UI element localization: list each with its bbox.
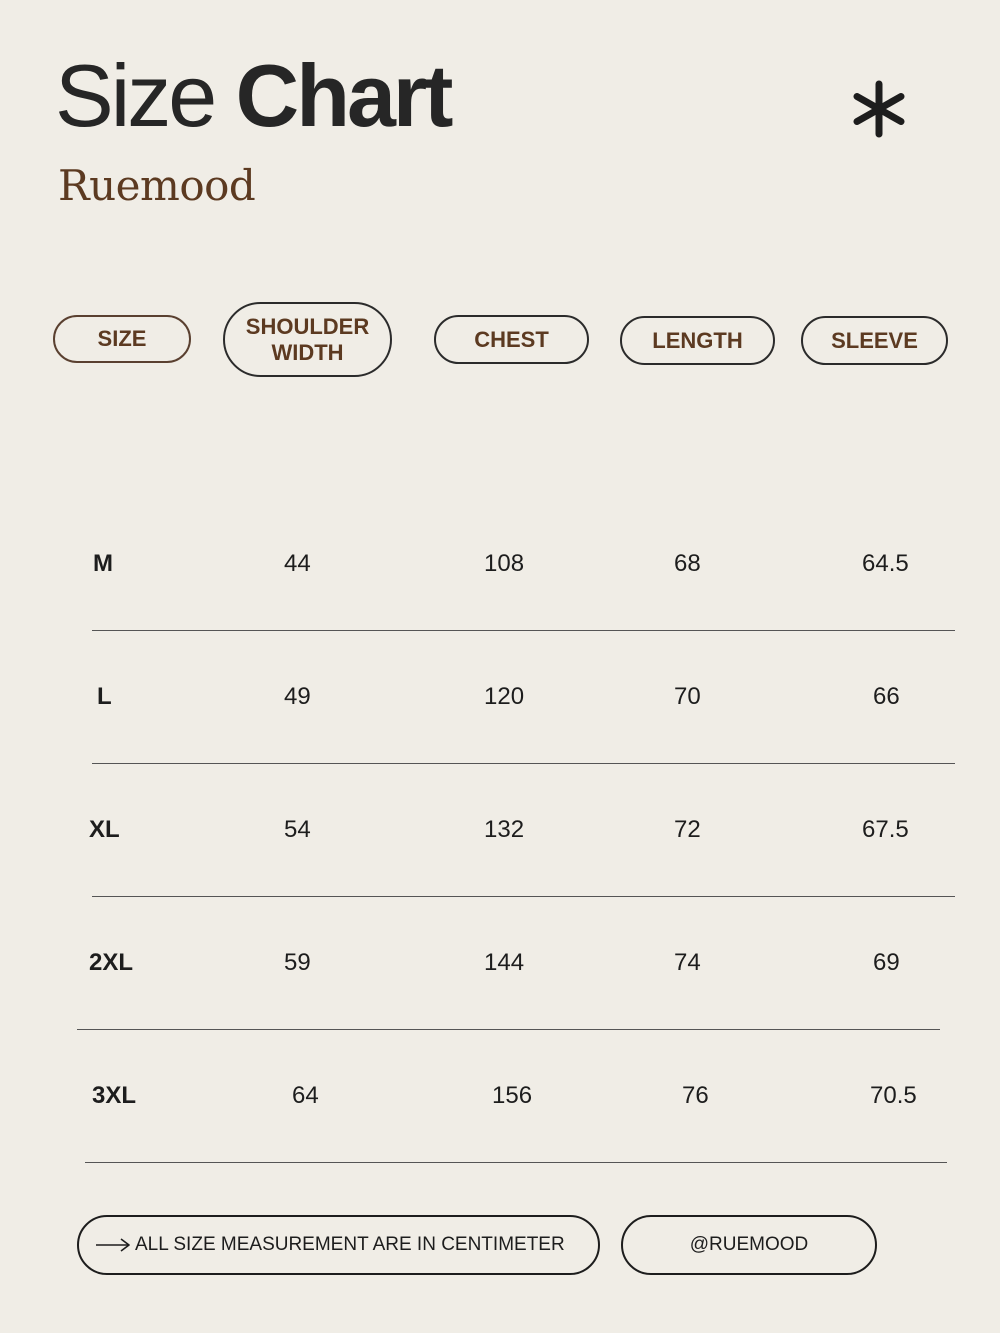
length-cell: 76 <box>682 1082 709 1109</box>
row-divider <box>85 1162 947 1163</box>
brand-name: Ruemood <box>58 161 256 210</box>
column-header-label: SLEEVE <box>831 327 918 353</box>
title-light: Size <box>55 46 215 145</box>
sleeve-cell: 69 <box>873 949 900 976</box>
row-divider <box>92 896 955 897</box>
column-header-shoulder-width <box>223 302 392 377</box>
size-cell: XL <box>89 816 120 843</box>
page-title <box>55 46 451 145</box>
column-header-label: LENGTH <box>652 327 743 353</box>
column-header-label: SHOULDER <box>245 313 370 339</box>
sleeve-cell: 70.5 <box>870 1082 917 1109</box>
shoulder-cell: 59 <box>284 949 311 976</box>
shoulder-cell: 49 <box>284 683 311 710</box>
column-header-label: WIDTH <box>271 339 344 365</box>
length-cell: 68 <box>674 550 701 577</box>
row-divider <box>92 763 955 764</box>
column-header-sleeve <box>801 316 948 365</box>
row-divider <box>92 630 955 631</box>
length-cell: 72 <box>674 816 701 843</box>
social-handle <box>621 1215 877 1275</box>
length-cell: 74 <box>674 949 701 976</box>
shoulder-cell: 54 <box>284 816 311 843</box>
column-header-size <box>53 315 191 363</box>
row-divider <box>77 1029 940 1030</box>
size-cell: M <box>93 550 113 577</box>
size-cell: L <box>97 683 112 710</box>
measurement-note-text: ALL SIZE MEASUREMENT ARE IN CENTIMETER <box>135 1234 565 1255</box>
social-handle-text: @RUEMOOD <box>689 1234 809 1255</box>
arrow-right-icon <box>95 1238 131 1252</box>
column-header-length <box>620 316 775 365</box>
chest-cell: 120 <box>484 683 525 710</box>
shoulder-cell: 64 <box>292 1082 319 1109</box>
sleeve-cell: 66 <box>873 683 900 710</box>
title-bold: Chart <box>235 46 451 145</box>
size-cell: 3XL <box>92 1082 137 1109</box>
column-header-label: CHEST <box>474 326 549 352</box>
asterisk-icon <box>848 78 910 140</box>
chest-cell: 108 <box>484 550 525 577</box>
length-cell: 70 <box>674 683 701 710</box>
chest-cell: 132 <box>484 816 525 843</box>
column-header-chest <box>434 315 589 364</box>
sleeve-cell: 67.5 <box>862 816 909 843</box>
size-cell: 2XL <box>89 949 134 976</box>
chest-cell: 156 <box>492 1082 533 1109</box>
chest-cell: 144 <box>484 949 525 976</box>
measurement-note <box>77 1215 600 1275</box>
shoulder-cell: 44 <box>284 550 311 577</box>
sleeve-cell: 64.5 <box>862 550 909 577</box>
column-header-label: SIZE <box>97 326 147 351</box>
